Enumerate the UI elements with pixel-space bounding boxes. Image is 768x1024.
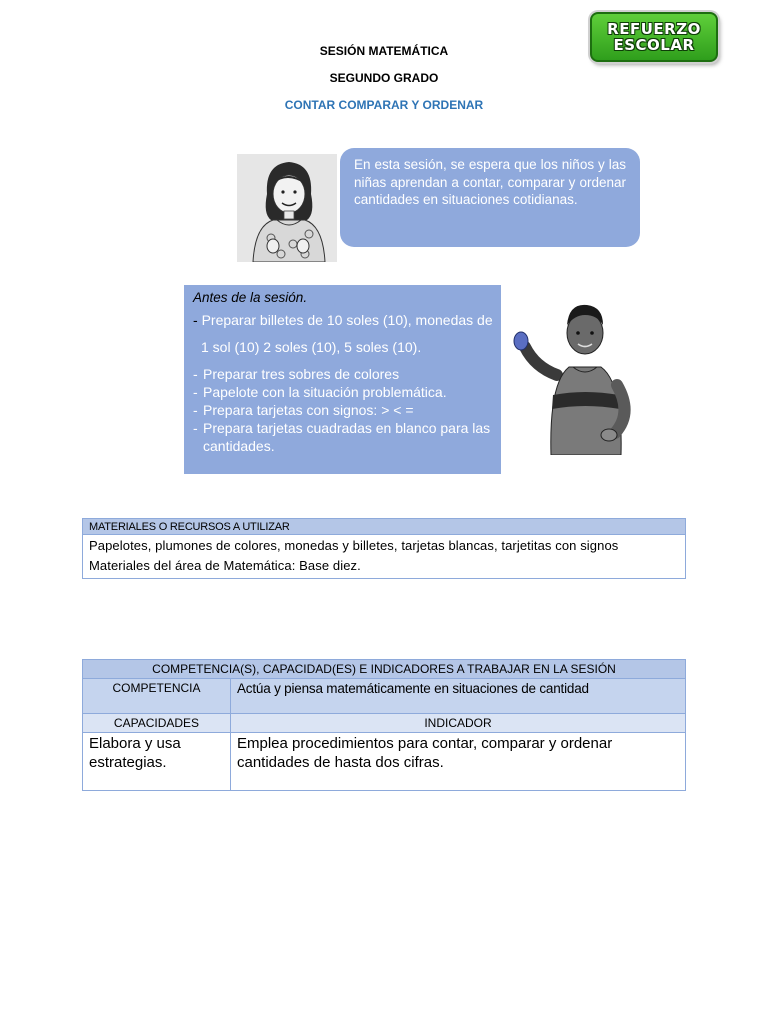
materials-body xyxy=(83,535,686,579)
preparation-item: - Papelote con la situación problemática. xyxy=(193,383,493,401)
intro-bubble: En esta sesión, se espera que los niños y las niñas aprendan a contar, comparar y ordenar cantidades en situaciones cotidianas. xyxy=(340,148,640,247)
preparation-dash: - xyxy=(193,312,198,328)
logo-line-1: REFUERZO xyxy=(607,20,701,38)
materials-table xyxy=(82,518,686,579)
preparation-first-text: Preparar billetes de 10 soles (10), monedas de xyxy=(201,312,493,328)
preparation-first-line xyxy=(193,311,493,329)
materials-line: Materiales del área de Matemática: Base diez. xyxy=(89,558,361,573)
preparation-heading: Antes de la sesión. xyxy=(193,290,308,305)
preparation-item: - Preparar tres sobres de colores xyxy=(193,365,493,383)
competencies-table xyxy=(82,659,686,791)
girl-illustration xyxy=(237,154,337,262)
boy-illustration xyxy=(505,295,655,455)
logo-line-2: ESCOLAR xyxy=(613,36,695,54)
materials-header: MATERIALES O RECURSOS A UTILIZAR xyxy=(83,519,686,535)
preparation-list xyxy=(193,365,493,455)
refuerzo-escolar-logo xyxy=(590,12,718,62)
preparation-item: - Prepara tarjetas cuadradas en blanco para las cantidades. xyxy=(193,419,493,455)
grade-title: SEGUNDO GRADO xyxy=(329,71,439,85)
capacidades-label: CAPACIDADES xyxy=(83,714,231,733)
preparation-item: - Prepara tarjetas con signos: > < = xyxy=(193,401,493,419)
capacidad-cell: Elabora y usa estrategias. xyxy=(83,733,231,791)
materials-line: Papelotes, plumones de colores, monedas y billetes, tarjetas blancas, tarjetitas con signos xyxy=(89,538,619,553)
competencia-value: Actúa y piensa matemáticamente en situaciones de cantidad xyxy=(231,679,686,714)
session-title: SESIÓN MATEMÁTICA xyxy=(319,44,449,58)
topic-title: CONTAR COMPARAR Y ORDENAR xyxy=(284,98,484,112)
indicador-label: INDICADOR xyxy=(231,714,686,733)
indicador-cell: Emplea procedimientos para contar, comparar y ordenar cantidades de hasta dos cifras. xyxy=(231,733,686,791)
competencia-label: COMPETENCIA xyxy=(83,679,231,714)
preparation-box xyxy=(184,285,501,474)
competencies-header: COMPETENCIA(S), CAPACIDAD(ES) E INDICADORES A TRABAJAR EN LA SESIÓN xyxy=(83,660,686,679)
preparation-second-line: 1 sol (10) 2 soles (10), 5 soles (10). xyxy=(201,339,422,355)
